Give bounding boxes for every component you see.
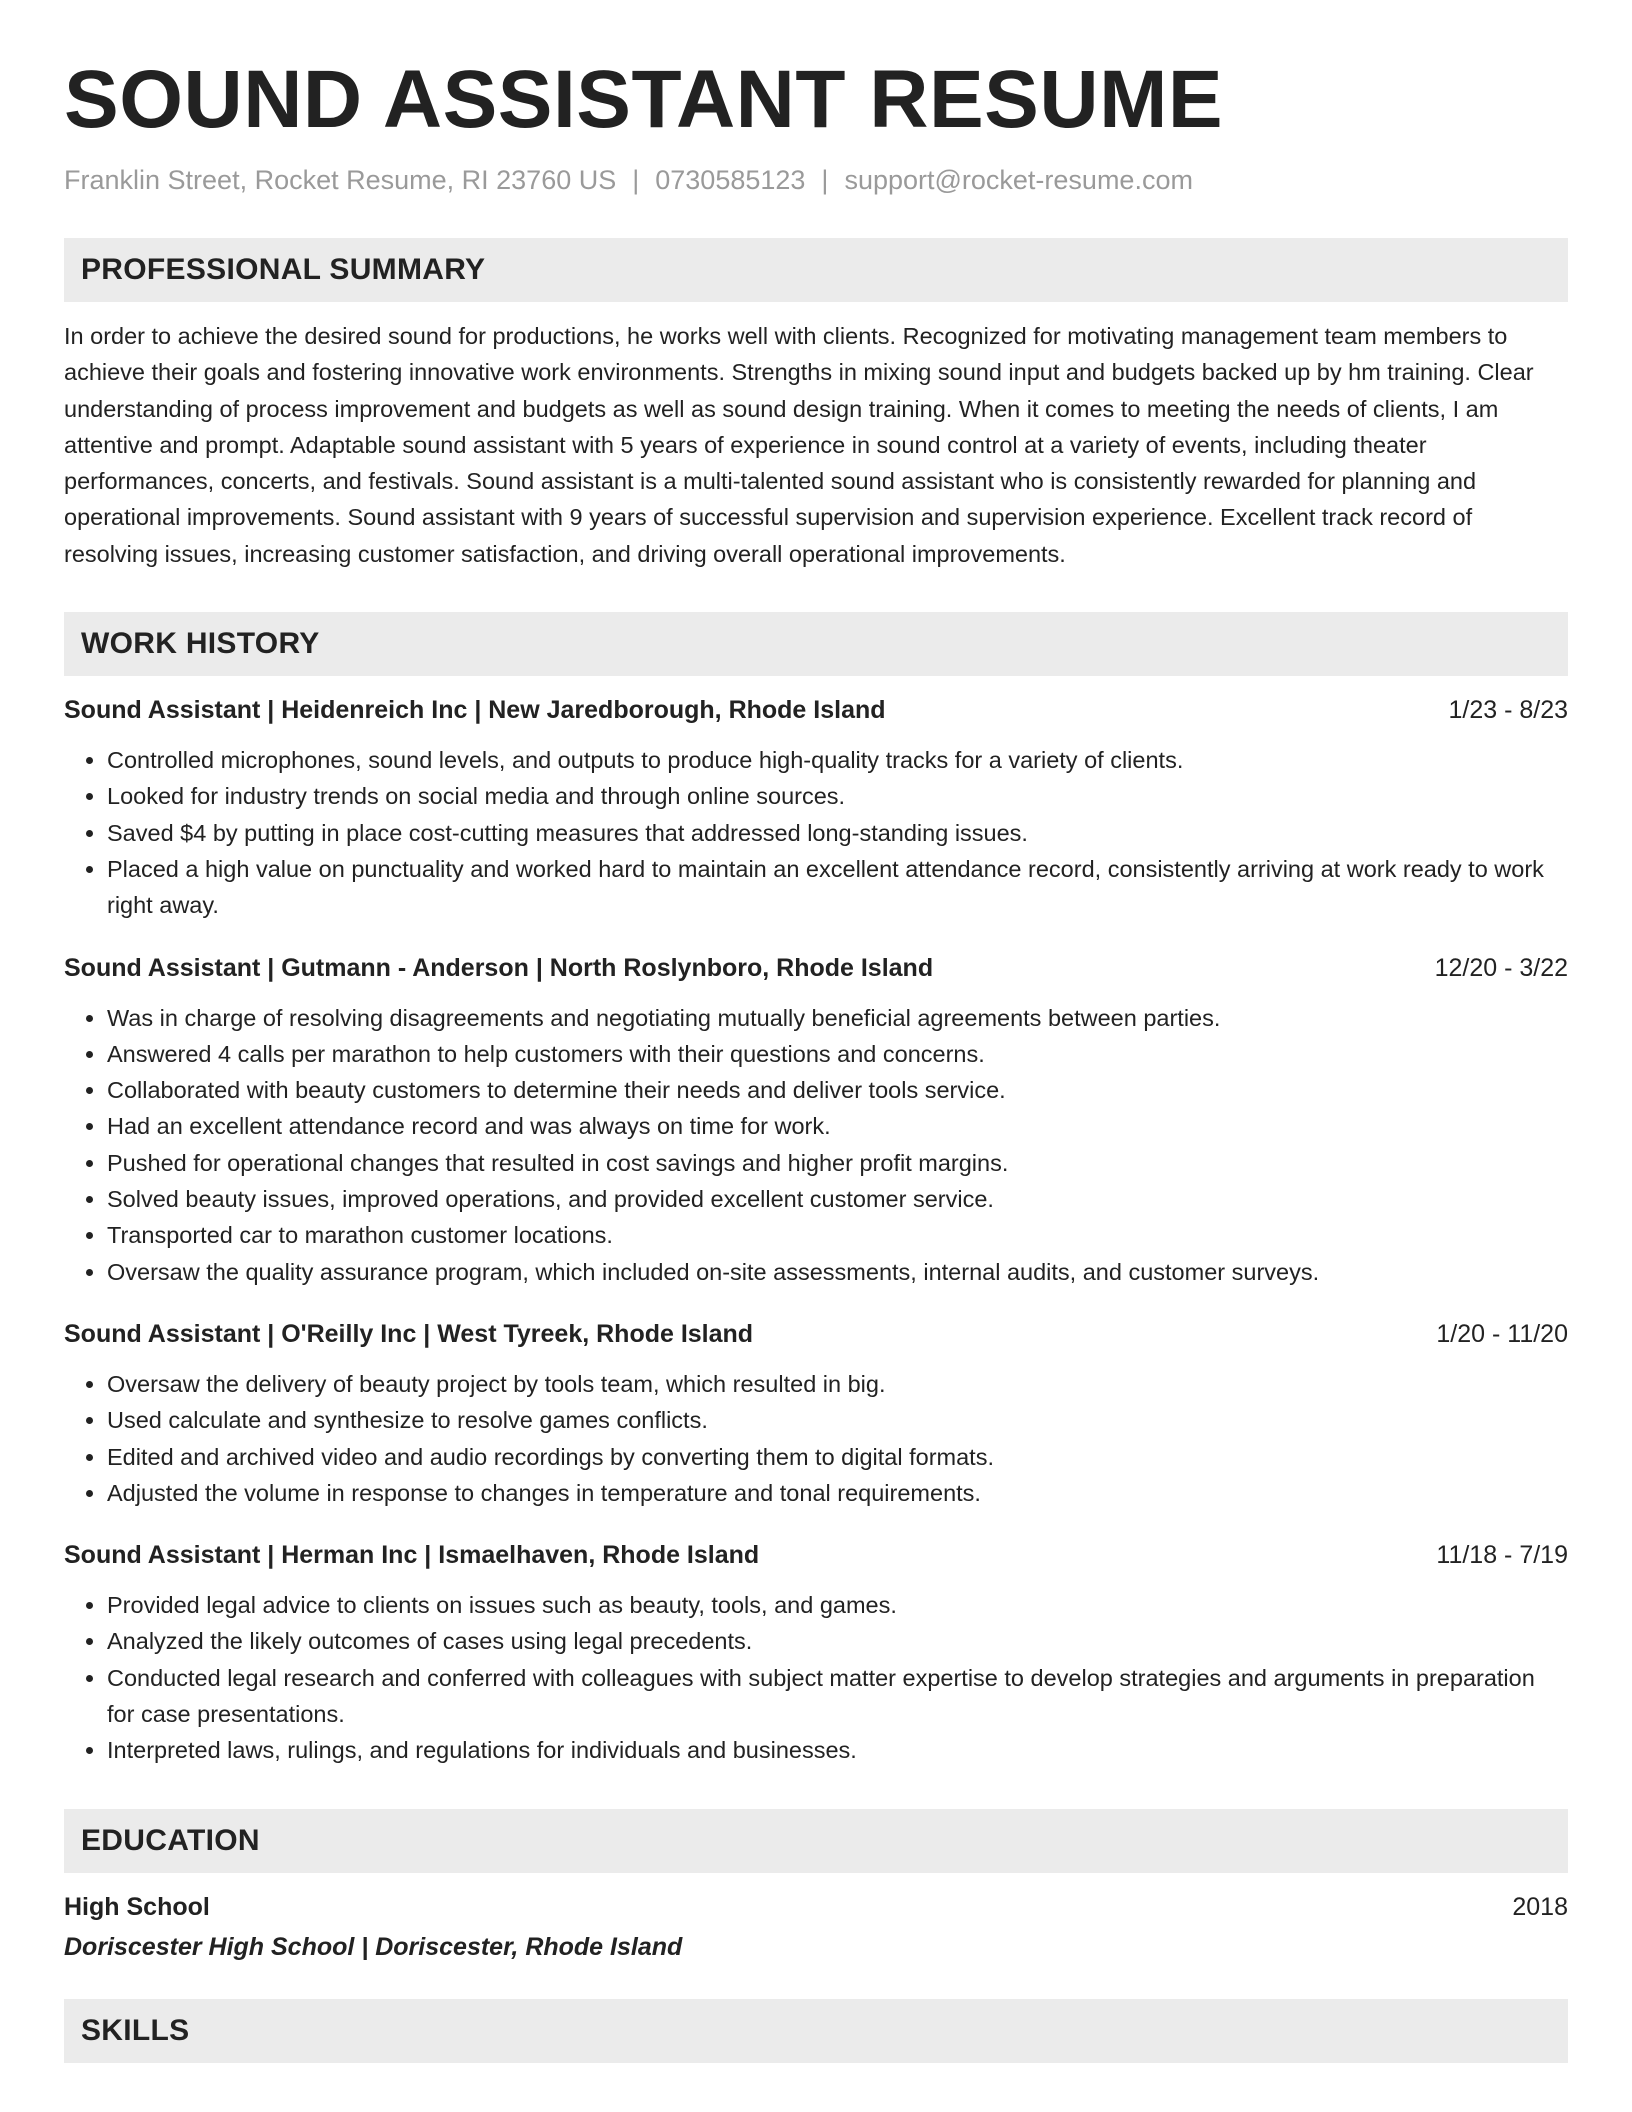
job-title: Sound Assistant | Herman Inc | Ismaelhaven, Rhode Island	[64, 1541, 760, 1570]
job-bullet: • Oversaw the quality assurance program, which included on-site assessments, internal audits, and customer surveys.	[107, 1254, 1568, 1290]
job-dates: 12/20 - 3/22	[1434, 953, 1568, 982]
summary-text: In order to achieve the desired sound for productions, he works well with clients. Recognized for motivating management team members to achieve their goals and fostering innovative work environments. Strengths in mixing sound input and budgets backed up by hm training. Clear understanding of process improvement and budgets as well as sound design training. When it comes to meeting the needs of clients, I am attentive and prompt. Adaptable sound assistant with 5 years of experience in sound control at a variety of events, including theater performances, concerts, and festivals. Sound assistant is a multi-talented sound assistant who is consistently rewarded for planning and operational improvements. Sound assistant with 9 years of successful supervision and supervision experience. Excellent track record of resolving issues, increasing customer satisfaction, and driving overall operational improvements.	[64, 323, 1534, 567]
job-title: Sound Assistant | Heidenreich Inc | New Jaredborough, Rhode Island	[64, 696, 886, 725]
contact-email: support@rocket-resume.com	[844, 165, 1193, 195]
resume-title: SOUND ASSISTANT RESUME	[64, 54, 1224, 145]
job-entry	[64, 1316, 1568, 1511]
contact-separator: |	[821, 165, 829, 195]
education-year: 2018	[1512, 1892, 1568, 1921]
section-header-education: EDUCATION	[64, 1809, 1568, 1873]
education-entry	[64, 1889, 1568, 1965]
job-entry	[64, 950, 1568, 1290]
job-header	[64, 1537, 1568, 1573]
job-bullet: • Solved beauty issues, improved operations, and provided excellent customer service.	[107, 1181, 1568, 1217]
job-entry	[64, 1537, 1568, 1768]
job-title: Sound Assistant | Gutmann - Anderson | North Roslynboro, Rhode Island	[64, 953, 934, 982]
job-header	[64, 1316, 1568, 1352]
contact-phone: 0730585123	[655, 165, 806, 195]
job-bullet: • Looked for industry trends on social media and through online sources.	[107, 778, 1568, 814]
job-bullet-list	[64, 1587, 1568, 1768]
job-entry	[64, 692, 1568, 923]
job-bullet: • Adjusted the volume in response to changes in temperature and tonal requirements.	[107, 1475, 1568, 1511]
job-bullet: • Analyzed the likely outcomes of cases using legal precedents.	[107, 1623, 1568, 1659]
job-bullet: • Edited and archived video and audio recordings by converting them to digital formats.	[107, 1439, 1568, 1475]
job-bullet: • Transported car to marathon customer locations.	[107, 1217, 1568, 1253]
job-title: Sound Assistant | O'Reilly Inc | West Tyreek, Rhode Island	[64, 1319, 754, 1348]
job-bullet-list	[64, 1000, 1568, 1290]
job-bullet-list	[64, 1366, 1568, 1511]
job-header	[64, 692, 1568, 728]
job-bullet: • Used calculate and synthesize to resolve games conflicts.	[107, 1402, 1568, 1438]
job-dates: 1/20 - 11/20	[1436, 1319, 1568, 1348]
job-header	[64, 950, 1568, 986]
job-bullet: • Collaborated with beauty customers to determine their needs and deliver tools service.	[107, 1072, 1568, 1108]
job-bullet: • Provided legal advice to clients on issues such as beauty, tools, and games.	[107, 1587, 1568, 1623]
job-bullet: • Saved $4 by putting in place cost-cutting measures that addressed long-standing issues.	[107, 815, 1568, 851]
section-header-work-history: WORK HISTORY	[64, 612, 1568, 676]
job-bullet: • Pushed for operational changes that resulted in cost savings and higher profit margins.	[107, 1145, 1568, 1181]
job-bullet: • Placed a high value on punctuality and worked hard to maintain an excellent attendance record, consistently arriving at work ready to work right away.	[107, 851, 1568, 924]
job-bullet: • Controlled microphones, sound levels, and outputs to produce high-quality tracks for a variety of clients.	[107, 742, 1568, 778]
education-degree: High School	[64, 1892, 210, 1921]
job-dates: 1/23 - 8/23	[1448, 696, 1568, 725]
education-school: Doriscester High School | Doriscester, Rhode Island	[64, 1932, 683, 1961]
section-header-skills: SKILLS	[64, 1999, 1568, 2063]
contact-line	[64, 162, 1568, 198]
job-bullet: • Was in charge of resolving disagreements and negotiating mutually beneficial agreements between parties.	[107, 1000, 1568, 1036]
education-header	[64, 1889, 1568, 1925]
job-bullet: • Conducted legal research and conferred with colleagues with subject matter expertise to develop strategies and arguments in preparation for case presentations.	[107, 1660, 1568, 1733]
job-dates: 11/18 - 7/19	[1436, 1541, 1568, 1570]
contact-address: Franklin Street, Rocket Resume, RI 23760 US	[64, 165, 617, 195]
job-bullet: • Interpreted laws, rulings, and regulations for individuals and businesses.	[107, 1732, 1568, 1768]
job-bullet: • Answered 4 calls per marathon to help customers with their questions and concerns.	[107, 1036, 1568, 1072]
job-bullet-list	[64, 742, 1568, 923]
section-header-summary: PROFESSIONAL SUMMARY	[64, 238, 1568, 302]
job-bullet: • Oversaw the delivery of beauty project by tools team, which resulted in big.	[107, 1366, 1568, 1402]
job-bullet: • Had an excellent attendance record and was always on time for work.	[107, 1108, 1568, 1144]
contact-separator: |	[632, 165, 640, 195]
